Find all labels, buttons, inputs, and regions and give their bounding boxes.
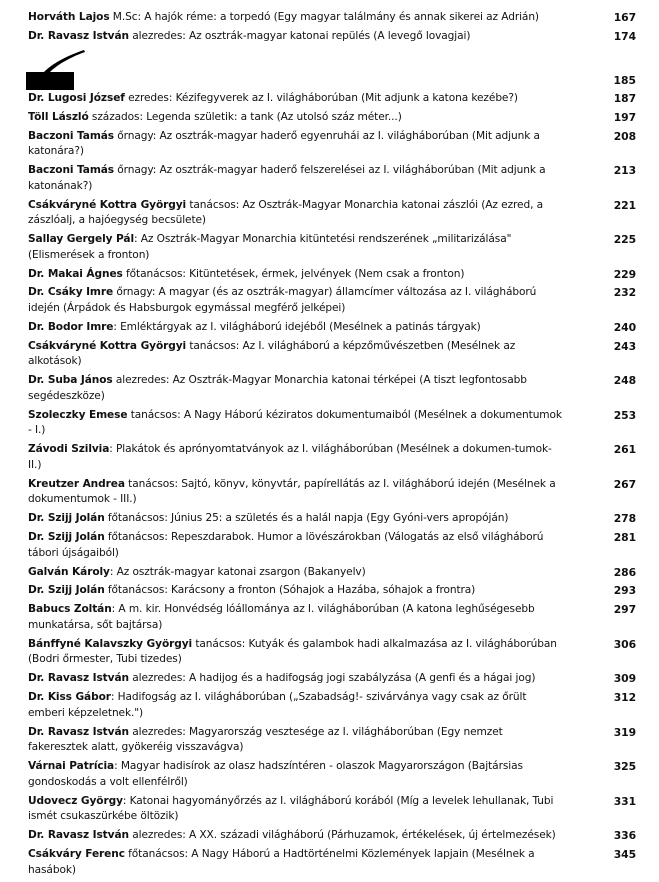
- entry-page-number: 312: [613, 691, 636, 705]
- entry-author: Dr. Lugosi József: [28, 91, 125, 104]
- toc-entry: [28, 690, 636, 721]
- entry-page-number: 261: [613, 443, 636, 457]
- entry-title: : Hadifogság az I. világháborúban („Szabadság!- szivárványa vagy csak az őrült emberi képzeletnek."): [28, 691, 527, 719]
- toc-entry: [28, 285, 636, 316]
- entry-author: Csákváryné Kottra Györgyi: [28, 339, 187, 352]
- entry-title: főtanácsos: Karácsony a fronton (Sóhajok a Hazába, sóhajok a frontra): [104, 584, 476, 597]
- entry-page-number: 243: [613, 339, 636, 353]
- entry-title: főtanácsos: Június 25: a születés és a halál napja (Egy Gyóni-vers apropóján): [104, 512, 509, 525]
- toc-entry: [28, 725, 636, 756]
- entry-page-number: 306: [613, 637, 636, 651]
- entry-page-number: 336: [613, 829, 636, 843]
- entry-title: alezredes: A hadijog és a hadifogság jogi szabályzása (A genfi és a hágai jog): [128, 672, 536, 685]
- toc-entry: [28, 163, 636, 194]
- toc-entry: [28, 267, 636, 283]
- toc-main-list: [28, 91, 636, 878]
- toc-entry: [28, 565, 636, 581]
- entry-title: őrnagy: Az osztrák-magyar haderő egyenruhái az I. világháborúban (Mit adjunk a katonára?): [28, 129, 540, 158]
- entry-title: : A m. kir. Honvédség lóállománya az I. világháborúban (A katona leghűségesebb munkatársa, sőt bajtársa): [28, 603, 535, 631]
- entry-title: alezredes: Magyarország vesztesége az I. világháborúban (Egy nemzet fakeresztek alatt, gyökeréig visszavágva): [28, 725, 503, 754]
- toc-entry: [28, 847, 636, 878]
- toc-entry: [28, 602, 636, 633]
- entry-author: Galván Károly: [28, 565, 110, 578]
- entry-page-number: 297: [613, 603, 636, 617]
- entry-title: főtanácsos: A Nagy Háború a Hadtörténelmi Közlemények lapjain (Mesélnek a hasábok): [28, 848, 535, 876]
- entry-title: : Az osztrák-magyar katonai zsargon (Bakanyelv): [109, 565, 366, 578]
- entry-page-number: 174: [613, 29, 636, 43]
- entry-page-number: 213: [613, 164, 636, 178]
- toc-entry: [28, 442, 636, 473]
- toc-entry: [28, 373, 636, 404]
- entry-author: Dr. Szijj Jolán: [28, 512, 105, 525]
- toc-entry: [28, 511, 636, 527]
- entry-title: alezredes: Az osztrák-magyar katonai repülés (A levegő lovagjai): [128, 29, 471, 42]
- entry-author: Horváth Lajos: [28, 11, 110, 23]
- entry-author: Töll László: [28, 110, 89, 123]
- entry-author: Dr. Szijj Jolán: [28, 584, 105, 597]
- entry-page-number: 167: [613, 11, 636, 24]
- toc-entry: [28, 530, 636, 561]
- entry-page-number: 253: [613, 408, 636, 422]
- entry-author: Babucs Zoltán: [28, 603, 112, 616]
- entry-author: Bánffyné Kalavszky Györgyi: [28, 637, 193, 650]
- entry-page-number: 221: [613, 198, 636, 212]
- toc-entry: [28, 129, 636, 160]
- entry-page-number: 240: [613, 320, 636, 334]
- entry-page-number: 232: [613, 286, 636, 300]
- entry-title: százados: Legenda születik: a tank (Az utolsó száz méter...): [88, 110, 402, 123]
- entry-title: alezredes: Az Osztrák-Magyar Monarchia katonai térképei (A tiszt legfontosabb segédeszköze): [28, 374, 527, 402]
- entry-title: főtanácsos: Kitüntetések, érmek, jelvények (Nem csak a fronton): [122, 267, 465, 280]
- entry-author: Závodi Szilvia: [28, 443, 110, 456]
- entry-author: Dr. Szijj Jolán: [28, 531, 105, 544]
- entry-title: : Plakátok és aprónyomtatványok az I. világháborúban (Mesélnek a dokumen-tumok- II.): [28, 443, 552, 471]
- toc-entry: [28, 637, 636, 668]
- entry-author: Szoleczky Emese: [28, 408, 128, 421]
- entry-page-number: 208: [613, 129, 636, 143]
- entry-title: főtanácsos: Repeszdarabok. Humor a lövészárokban (Válogatás az első világháború tábori újságaiból): [28, 531, 544, 559]
- entry-page-number: 319: [613, 725, 636, 739]
- entry-author: Dr. Csáky Imre: [28, 286, 114, 299]
- entry-page-number: 345: [613, 848, 636, 862]
- entry-title: tanácsos: Sajtó, könyv, könyvtár, papírellátás az I. világháború idején (Mesélnek a dokumentumok - III.): [28, 477, 556, 506]
- entry-title: : Emléktárgyak az I. világháború idejéből (Mesélnek a patinás tárgyak): [113, 320, 481, 333]
- toc-entry: [28, 671, 636, 687]
- entry-title: M.Sc: A hajók réme: a torpedó (Egy magyar találmány és annak sikerei az Adrián): [109, 11, 539, 23]
- entry-author: Várnai Patrícia: [28, 760, 115, 773]
- entry-page-number: 185: [613, 73, 636, 87]
- entry-title: tanácsos: Kutyák és galambok hadi alkalmazása az I. világháborúban (Bodri őrmester, Tubi tizedes): [28, 637, 557, 666]
- table-of-contents: [28, 10, 636, 882]
- toc-entry: [28, 232, 636, 263]
- toc-entry: [28, 759, 636, 790]
- entry-title: tanácsos: Az Osztrák-Magyar Monarchia katonai zászlói (Az ezred, a zászlóalj, a hajóegység becsülete): [28, 198, 544, 227]
- entry-title: tanácsos: A Nagy Háború kéziratos dokumentumaiból (Mesélnek a dokumentumok - I.): [28, 408, 562, 437]
- entry-author: Dr. Makai Ágnes: [28, 267, 123, 280]
- entry-title: : Katonai hagyományőrzés az I. világháború korából (Míg a levelek lehullanak, Tubi ismét csukaszürkébe öltözik): [28, 794, 554, 823]
- entry-author: Csákváry Ferenc: [28, 848, 125, 861]
- entry-page-number: 309: [613, 672, 636, 686]
- entry-page-number: 331: [613, 794, 636, 808]
- entry-author: Baczoni Tamás: [28, 164, 115, 177]
- entry-title: tanácsos: Az I. világháború a képzőművészetben (Mesélnek az alkotások): [28, 339, 516, 368]
- entry-author: Dr. Ravasz István: [28, 725, 129, 738]
- entry-title: ezredes: Kézifegyverek az I. világháborúban (Mit adjunk a katona kezébe?): [124, 91, 518, 104]
- entry-page-number: 293: [613, 584, 636, 598]
- entry-title: : Az Osztrák-Magyar Monarchia kitüntetési rendszerének „militarizálása" (Elismerések a fronton): [28, 233, 512, 261]
- toc-entry: [28, 320, 636, 336]
- toc-entry: [28, 110, 636, 126]
- entry-page-number: 197: [613, 110, 636, 124]
- entry-page-number: 278: [613, 512, 636, 526]
- toc-entry: [28, 91, 636, 107]
- entry-author: Dr. Ravasz István: [28, 672, 129, 685]
- entry-author: Dr. Bodor Imre: [28, 320, 114, 333]
- entry-author: Udovecz György: [28, 794, 123, 807]
- toc-entry: [28, 408, 636, 439]
- redaction-block: [22, 50, 86, 90]
- entry-author: Csákváryné Kottra Györgyi: [28, 198, 187, 211]
- toc-entry: [28, 583, 636, 599]
- toc-entry: [28, 198, 636, 229]
- toc-entry: [28, 794, 636, 825]
- entry-page-number: 281: [613, 531, 636, 545]
- entry-author: Dr. Suba János: [28, 374, 113, 387]
- redacted-toc-entry: [28, 48, 636, 85]
- toc-entry: [28, 828, 636, 844]
- entry-title: őrnagy: Az osztrák-magyar haderő felszerelései az I. világháborúban (Mit adjunk a katonának?): [28, 164, 546, 192]
- toc-entry: [28, 477, 636, 508]
- entry-title: alezredes: A XX. századi világháború (Párhuzamok, értékelések, új értelmezések): [128, 829, 556, 842]
- entry-page-number: 325: [613, 760, 636, 774]
- entry-title: : Magyar hadisírok az olasz hadszíntéren - olaszok Magyarországon (Bajtársias gondoskodás a volt ellenfélről): [28, 760, 523, 788]
- entry-author: Dr. Ravasz István: [28, 29, 129, 42]
- entry-page-number: 187: [613, 91, 636, 105]
- toc-entry: [28, 10, 636, 26]
- entry-page-number: 248: [613, 374, 636, 388]
- entry-page-number: 286: [613, 565, 636, 579]
- entry-author: Dr. Ravasz István: [28, 829, 129, 842]
- entry-author: Sallay Gergely Pál: [28, 233, 135, 246]
- toc-entry: [28, 339, 636, 370]
- entry-author: Kreutzer Andrea: [28, 477, 125, 490]
- entry-page-number: 225: [613, 233, 636, 247]
- entry-title: őrnagy: A magyar (és az osztrák-magyar) államcímer változása az I. világháború idején (Árpádok és Habsburgok egymással megférő jelképei): [28, 286, 537, 314]
- entry-author: Baczoni Tamás: [28, 129, 115, 142]
- entry-page-number: 267: [613, 477, 636, 491]
- entry-author: Dr. Kiss Gábor: [28, 691, 111, 704]
- toc-entry: [28, 29, 636, 45]
- entry-page-number: 229: [613, 267, 636, 281]
